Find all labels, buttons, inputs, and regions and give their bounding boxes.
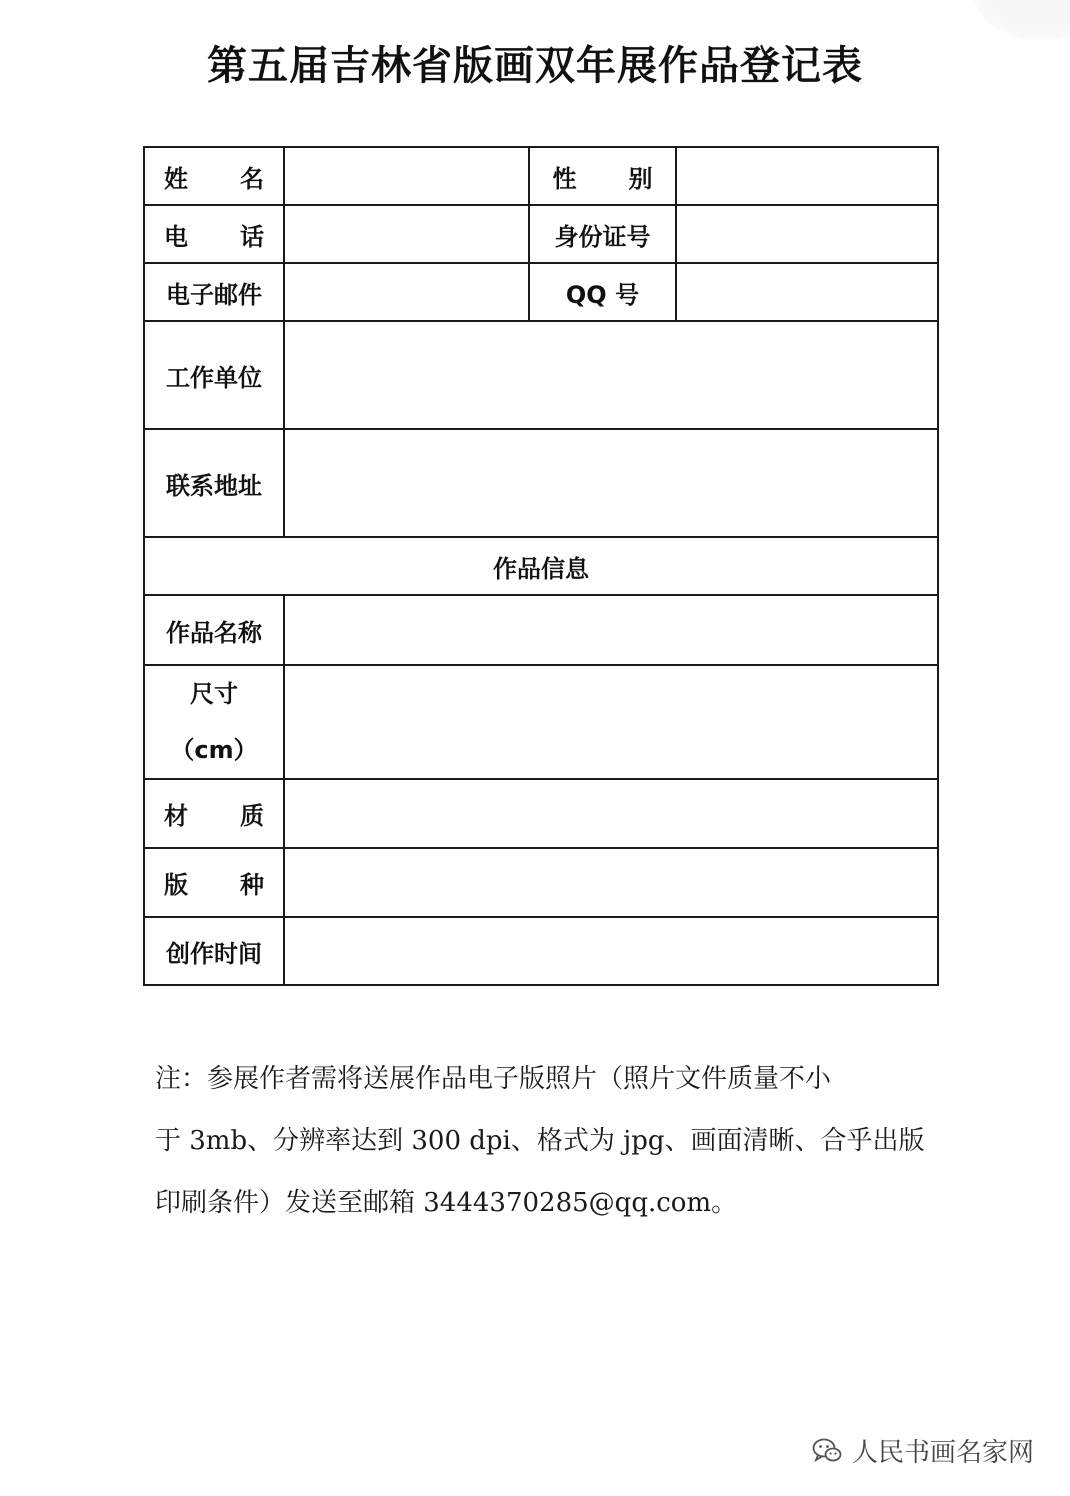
id-number-field[interactable] xyxy=(676,205,938,263)
row-email-qq xyxy=(144,263,938,321)
row-print-type xyxy=(144,848,938,917)
creation-time-field[interactable] xyxy=(284,917,938,985)
label-gender: 性 别 xyxy=(529,147,676,205)
label-address: 联系地址 xyxy=(144,429,284,537)
row-address xyxy=(144,429,938,537)
work-title-field[interactable] xyxy=(284,595,938,665)
row-name-gender xyxy=(144,147,938,205)
gender-field[interactable] xyxy=(676,147,938,205)
watermark xyxy=(812,1432,1034,1469)
page-title: 第五届吉林省版画双年展作品登记表 xyxy=(207,43,863,89)
registration-form xyxy=(143,146,939,986)
size-field[interactable] xyxy=(284,665,938,779)
phone-field[interactable] xyxy=(284,205,529,263)
row-creation-time xyxy=(144,917,938,985)
label-workplace: 工作单位 xyxy=(144,321,284,429)
label-size-line1: 尺寸 xyxy=(190,680,238,708)
label-phone: 电 话 xyxy=(144,205,284,263)
note-line-3: 印刷条件）发送至邮箱 3444370285@qq.com。 xyxy=(155,1188,738,1218)
section-header-work-info: 作品信息 xyxy=(144,537,938,595)
label-name: 姓 名 xyxy=(144,147,284,205)
row-material xyxy=(144,779,938,848)
label-size xyxy=(144,665,284,779)
qq-field[interactable] xyxy=(676,263,938,321)
row-work-title xyxy=(144,595,938,665)
workplace-field[interactable] xyxy=(284,321,938,429)
row-workplace xyxy=(144,321,938,429)
row-phone-id xyxy=(144,205,938,263)
watermark-text: 人民书画名家网 xyxy=(851,1438,1034,1468)
wechat-icon xyxy=(812,1437,842,1465)
address-field[interactable] xyxy=(284,429,938,537)
label-size-line2: （cm） xyxy=(170,736,258,764)
label-material: 材 质 xyxy=(144,779,284,848)
label-id-number: 身份证号 xyxy=(529,205,676,263)
note-line-2: 于 3mb、分辨率达到 300 dpi、格式为 jpg、画面清晰、合乎出版 xyxy=(155,1126,925,1156)
email-field[interactable] xyxy=(284,263,529,321)
name-field[interactable] xyxy=(284,147,529,205)
row-section-header xyxy=(144,537,938,595)
note-line-1: 注：参展作者需将送展作品电子版照片（照片文件质量不小 xyxy=(155,1064,832,1094)
label-creation-time: 创作时间 xyxy=(144,917,284,985)
label-qq: QQ 号 xyxy=(529,263,676,321)
material-field[interactable] xyxy=(284,779,938,848)
label-work-title: 作品名称 xyxy=(144,595,284,665)
submission-note xyxy=(155,1048,925,1234)
print-type-field[interactable] xyxy=(284,848,938,917)
label-print-type: 版 种 xyxy=(144,848,284,917)
label-email: 电子邮件 xyxy=(144,263,284,321)
row-size xyxy=(144,665,938,779)
